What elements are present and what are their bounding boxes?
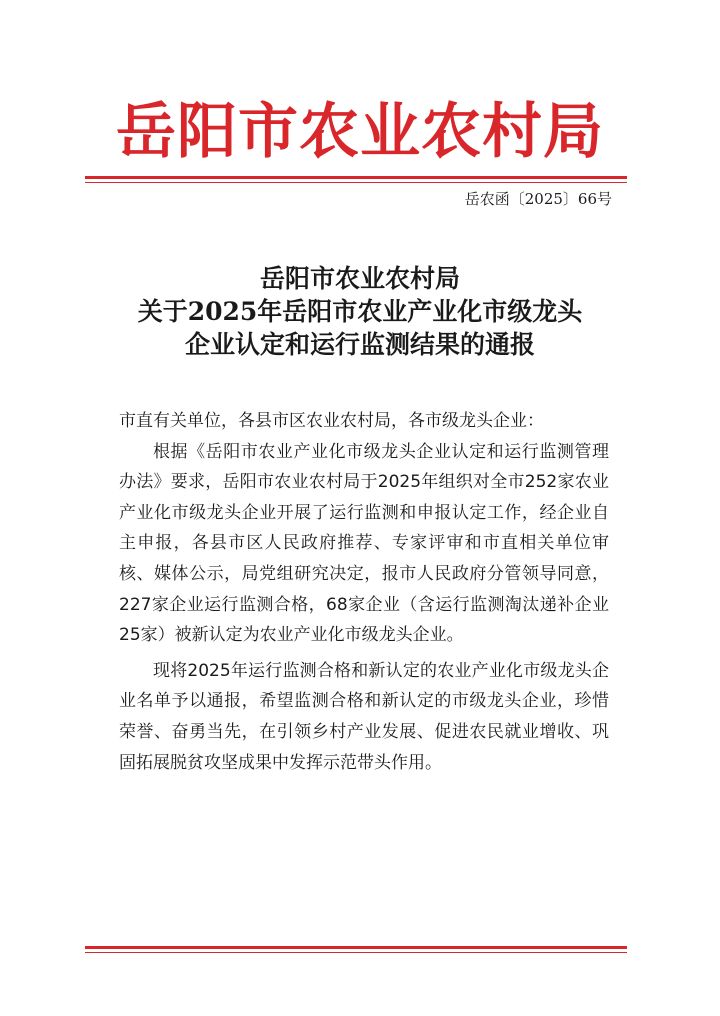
notice-title-line-3: 企业认定和运行监测结果的通报 [184,330,535,359]
notice-title-line-2: 关于2025年岳阳市农业产业化市级龙头 [137,297,583,326]
header-divider-thin [85,182,627,183]
body-paragraph: 根据《岳阳市农业产业化市级龙头企业认定和运行监测管理办法》要求，岳阳市农业农村局于2025年组织对全市252家农业产业化市级龙头企业开展了运行监测和申报认定工作，经企业自主申报，各县市区人民政府推荐、专家评审和市直相关单位审核、媒体公示，局党组研究决定，报市人民政府分管领导同意，227家企业运行监测合格，68家企业（含运行监测淘汰递补企业25家）被新认定为农业产业化市级龙头企业。 [119,441,609,646]
document-body [119,406,609,778]
notice-title-line-1: 岳阳市农业农村局 [259,264,460,293]
footer-divider-thin [85,952,627,953]
document-number: 岳农函〔2025〕66号 [464,190,612,208]
footer-divider-thick [85,946,627,949]
header-divider-thick [85,176,627,179]
body-paragraph: 现将2025年运行监测合格和新认定的农业产业化市级龙头企业名单予以通报，希望监测合格和新认定的市级龙头企业，珍惜荣誉、奋勇当先，在引领乡村产业发展、促进农民就业增收、巩固拓展脱贫攻坚成果中发挥示范带头作用。 [119,660,609,773]
issuing-authority-header: 岳阳市农业农村局 [116,97,604,167]
salutation: 市直有关单位，各县市区农业农村局，各市级龙头企业： [119,411,544,431]
notice-title [0,262,720,361]
